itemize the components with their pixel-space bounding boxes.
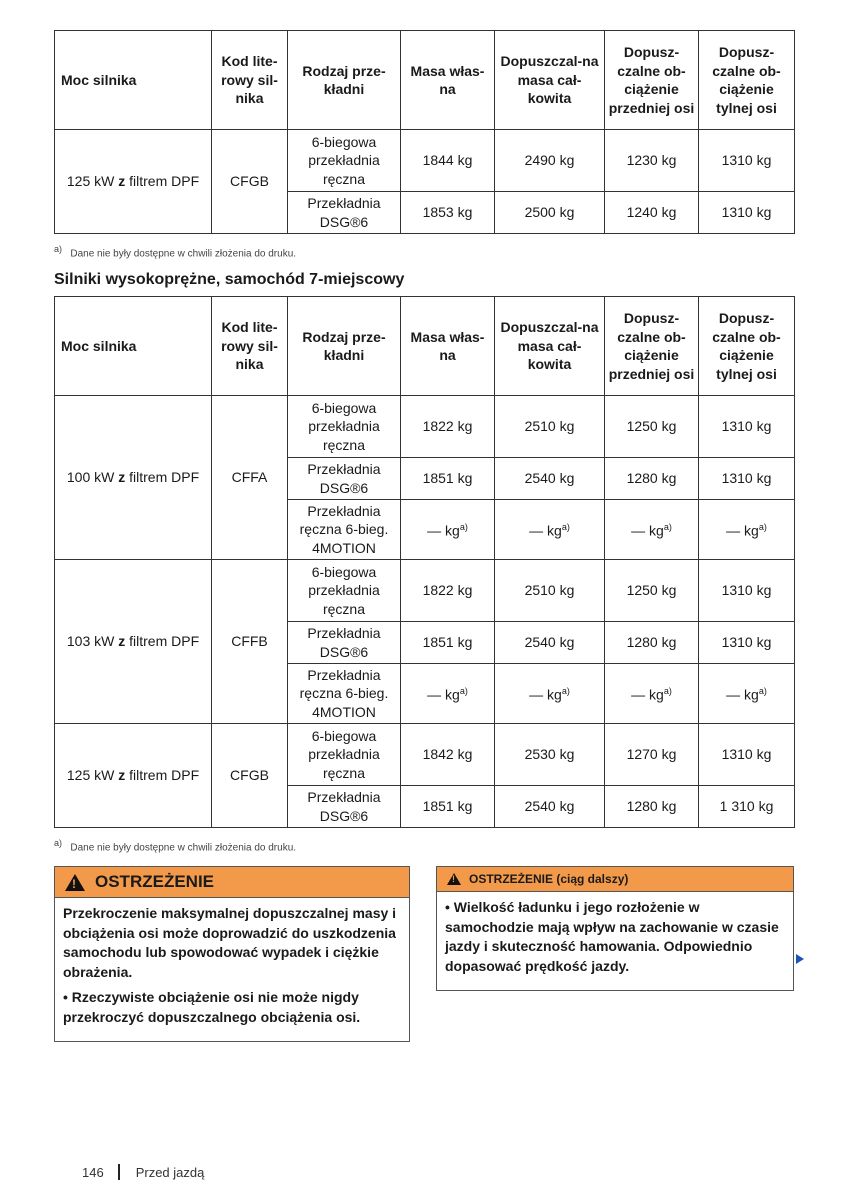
gross-weight-cell: — $kg^{a)}$	[495, 500, 605, 560]
page-number: 146	[82, 1164, 104, 1180]
gearbox-cell: 6-biegowa przekładnia ręczna	[288, 560, 401, 622]
header-rear-axle: Dopusz-czalne ob-ciążenie tylnej osi	[699, 297, 795, 396]
footer-divider	[118, 1164, 120, 1180]
curb-weight-cell: — $kg^{a)}$	[401, 664, 495, 724]
rear-axle-cell: 1310 kg	[699, 622, 795, 664]
gross-weight-cell: 2490 kg	[495, 130, 605, 192]
footnote-table1: $^{a)}$ Dane nie były dostępne w chwili złożenia do druku.	[54, 244, 297, 260]
table-row	[55, 560, 795, 622]
gross-weight-cell: 2500 kg	[495, 192, 605, 234]
rear-axle-cell: 1 310 kg	[699, 786, 795, 828]
footnote-table2: $^{a)}$ Dane nie były dostępne w chwili złożenia do druku.	[54, 838, 297, 854]
header-front-axle: Dopusz-czalne ob-ciążenie przedniej osi	[605, 297, 699, 396]
warning-continued-header	[437, 867, 793, 892]
curb-weight-cell: 1844 kg	[401, 130, 495, 192]
warning-triangle-icon: !	[447, 873, 461, 885]
rear-axle-cell: — $kg^{a)}$	[699, 664, 795, 724]
front-axle-cell: 1250 kg	[605, 396, 699, 458]
front-axle-cell: — $kg^{a)}$	[605, 500, 699, 560]
engine-power-cell: 125 kW z filtrem DPF	[55, 724, 212, 828]
curb-weight-cell: 1822 kg	[401, 560, 495, 622]
table-row	[55, 130, 795, 192]
gross-weight-cell: 2510 kg	[495, 560, 605, 622]
curb-weight-cell: 1822 kg	[401, 396, 495, 458]
gross-weight-cell: 2510 kg	[495, 396, 605, 458]
gearbox-cell: 6-biegowa przekładnia ręczna	[288, 130, 401, 192]
header-curb-weight: Masa włas-na	[401, 297, 495, 396]
header-curb-weight: Masa włas-na	[401, 31, 495, 130]
gearbox-cell: Przekładnia DSG®6	[288, 786, 401, 828]
gearbox-cell: Przekładnia ręczna 6-bieg. 4MOTION	[288, 500, 401, 560]
front-axle-cell: 1280 kg	[605, 786, 699, 828]
rear-axle-cell: 1310 kg	[699, 130, 795, 192]
warning-header	[55, 867, 409, 898]
warning-continued-body	[437, 892, 793, 990]
warning-triangle-icon: !	[65, 874, 85, 891]
header-engine-code: Kod lite-rowy sil-nika	[212, 31, 288, 130]
engine-power-cell: 103 kW z filtrem DPF	[55, 560, 212, 724]
warning-bullet: • Rzeczywiste obciążenie osi nie może nigdy przekroczyć dopuszczalnego obciążenia osi.	[63, 989, 361, 1025]
front-axle-cell: 1240 kg	[605, 192, 699, 234]
table-row	[55, 724, 795, 786]
gearbox-cell: Przekładnia DSG®6	[288, 622, 401, 664]
table-header-row	[55, 31, 795, 130]
header-engine-power: Moc silnika	[55, 31, 212, 130]
gross-weight-cell: 2540 kg	[495, 458, 605, 500]
warning-paragraph: Przekroczenie maksymalnej dopuszczalnej masy i obciążenia osi może doprowadzić do uszkodzenia samochodu lub spowodować wypadek i ciężkie obrażenia.	[63, 905, 397, 980]
rear-axle-cell: 1310 kg	[699, 396, 795, 458]
front-axle-cell: 1230 kg	[605, 130, 699, 192]
curb-weight-cell: 1851 kg	[401, 622, 495, 664]
engine-code-cell: CFFA	[212, 396, 288, 560]
curb-weight-cell: — $kg^{a)}$	[401, 500, 495, 560]
warning-body	[55, 898, 409, 1041]
front-axle-cell: 1250 kg	[605, 560, 699, 622]
spec-table-diesel-7-seat	[54, 296, 795, 828]
engine-code-cell: CFFB	[212, 560, 288, 724]
warning-continued-box	[436, 866, 794, 991]
warning-title: OSTRZEŻENIE	[95, 872, 215, 891]
engine-power-cell: 125 kW z filtrem DPF	[55, 130, 212, 234]
curb-weight-cell: 1851 kg	[401, 786, 495, 828]
section-title: Silniki wysokoprężne, samochód 7-miejscowy	[54, 271, 405, 288]
warning-bullet: • Wielkość ładunku i jego rozłożenie w samochodzie mają wpływ na zachowanie w czasie jazdy i skuteczność hamowania. Odpowiednio dopasować prędkość jazdy.	[445, 899, 779, 974]
header-rear-axle: Dopusz-czalne ob-ciążenie tylnej osi	[699, 31, 795, 130]
gearbox-cell: Przekładnia DSG®6	[288, 192, 401, 234]
warning-continued-title: OSTRZEŻENIE (ciąg dalszy)	[469, 872, 629, 886]
header-gross-weight: Dopuszczal-na masa cał-kowita	[495, 31, 605, 130]
warning-box	[54, 866, 410, 1042]
engine-code-cell: CFGB	[212, 130, 288, 234]
header-gearbox: Rodzaj prze-kładni	[288, 297, 401, 396]
gearbox-cell: Przekładnia DSG®6	[288, 458, 401, 500]
gearbox-cell: 6-biegowa przekładnia ręczna	[288, 396, 401, 458]
front-axle-cell: — $kg^{a)}$	[605, 664, 699, 724]
front-axle-cell: 1280 kg	[605, 622, 699, 664]
engine-code-cell: CFGB	[212, 724, 288, 828]
header-engine-code: Kod lite-rowy sil-nika	[212, 297, 288, 396]
table-header-row	[55, 297, 795, 396]
header-front-axle: Dopusz-czalne ob-ciążenie przedniej osi	[605, 31, 699, 130]
gross-weight-cell: — $kg^{a)}$	[495, 664, 605, 724]
rear-axle-cell: 1310 kg	[699, 192, 795, 234]
footer-section: Przed jazdą	[135, 1164, 205, 1180]
page-footer	[82, 1164, 204, 1180]
header-engine-power: Moc silnika	[55, 297, 212, 396]
gross-weight-cell: 2540 kg	[495, 786, 605, 828]
curb-weight-cell: 1851 kg	[401, 458, 495, 500]
rear-axle-cell: 1310 kg	[699, 560, 795, 622]
curb-weight-cell: 1853 kg	[401, 192, 495, 234]
engine-power-cell: 100 kW z filtrem DPF	[55, 396, 212, 560]
front-axle-cell: 1280 kg	[605, 458, 699, 500]
rear-axle-cell: — $kg^{a)}$	[699, 500, 795, 560]
header-gearbox: Rodzaj prze-kładni	[288, 31, 401, 130]
gross-weight-cell: 2540 kg	[495, 622, 605, 664]
continue-arrow-icon[interactable]	[796, 954, 804, 964]
curb-weight-cell: 1842 kg	[401, 724, 495, 786]
gross-weight-cell: 2530 kg	[495, 724, 605, 786]
gearbox-cell: Przekładnia ręczna 6-bieg. 4MOTION	[288, 664, 401, 724]
rear-axle-cell: 1310 kg	[699, 724, 795, 786]
spec-table-petrol	[54, 30, 795, 234]
header-gross-weight: Dopuszczal-na masa cał-kowita	[495, 297, 605, 396]
front-axle-cell: 1270 kg	[605, 724, 699, 786]
gearbox-cell: 6-biegowa przekładnia ręczna	[288, 724, 401, 786]
table-row	[55, 396, 795, 458]
rear-axle-cell: 1310 kg	[699, 458, 795, 500]
